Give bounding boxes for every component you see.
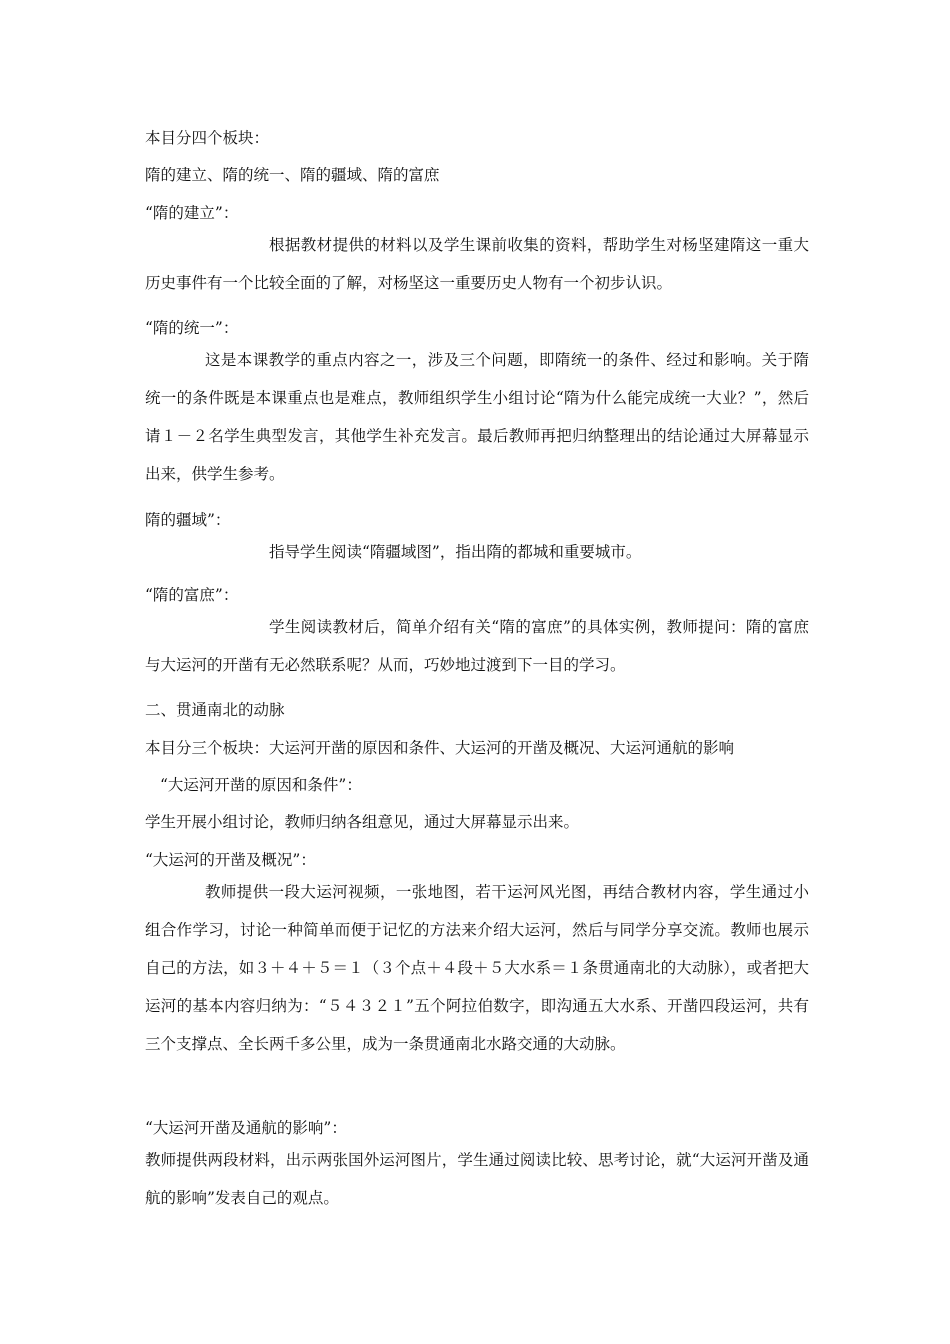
paragraph-canal-influence: 教师提供两段材料，出示两张国外运河图片，学生通过阅读比较、思考讨论，就“大运河开凿及通航的影响”发表自己的观点。 bbox=[145, 1151, 809, 1207]
paragraph-sui-prosperity: 学生阅读教材后，简单介绍有关“隋的富庶”的具体实例，教师提问：隋的富庶与大运河的开凿有无必然联系呢？从而，巧妙地过渡到下一目的学习。 bbox=[145, 618, 809, 674]
heading-canal-overview: “大运河的开凿及概况”： bbox=[145, 851, 316, 869]
heading-sui-founding: “隋的建立”： bbox=[145, 204, 239, 222]
intro-line: 本目分四个板块： bbox=[145, 129, 270, 147]
section-title-canal: 二、贯通南北的动脉 bbox=[145, 701, 285, 719]
paragraph-sui-founding: 根据教材提供的材料以及学生课前收集的资料，帮助学生对杨坚建隋这一重大历史事件有一个比较全面的了解，对杨坚这一重要历史人物有一个初步认识。 bbox=[145, 236, 809, 292]
paragraph-canal-causes: 学生开展小组讨论，教师归纳各组意见，通过大屏幕显示出来。 bbox=[145, 813, 580, 831]
heading-sui-prosperity: “隋的富庶”： bbox=[145, 586, 239, 604]
canal-section-list: 本目分三个板块：大运河开凿的原因和条件、大运河的开凿及概况、大运河通航的影响 bbox=[145, 739, 735, 757]
heading-canal-causes: “大运河开凿的原因和条件”： bbox=[160, 776, 362, 794]
heading-sui-unification: “隋的统一”： bbox=[145, 319, 239, 337]
paragraph-sui-territory: 指导学生阅读“隋疆域图”，指出隋的都城和重要城市。 bbox=[269, 543, 642, 561]
paragraph-canal-overview: 教师提供一段大运河视频，一张地图，若干运河风光图，再结合教材内容，学生通过小组合作学习，讨论一种简单而便于记忆的方法来介绍大运河，然后与同学分享交流。教师也展示自己的方法，如３＋４＋５＝１（３个点＋４段＋５大水系＝１条贯通南北的大动脉），或者把大运河的基本内容归纳为：“５４３２１”五个阿拉伯数字，即沟通五大水系、开凿四段运河，共有三个支撑点、全长两千多公里，成为一条贯通南北水路交通的大动脉。 bbox=[145, 883, 809, 1053]
heading-canal-influence: “大运河开凿及通航的影响”： bbox=[145, 1119, 347, 1137]
paragraph-sui-unification: 这是本课教学的重点内容之一，涉及三个问题，即隋统一的条件、经过和影响。关于隋统一的条件既是本课重点也是难点，教师组织学生小组讨论“隋为什么能完成统一大业？”，然后请１－２名学生典型发言，其他学生补充发言。最后教师再把归纳整理出的结论通过大屏幕显示出来，供学生参考。 bbox=[145, 351, 809, 483]
section-list: 隋的建立、隋的统一、隋的疆域、隋的富庶 bbox=[145, 166, 440, 184]
heading-sui-territory: 隋的疆域”： bbox=[145, 511, 231, 529]
